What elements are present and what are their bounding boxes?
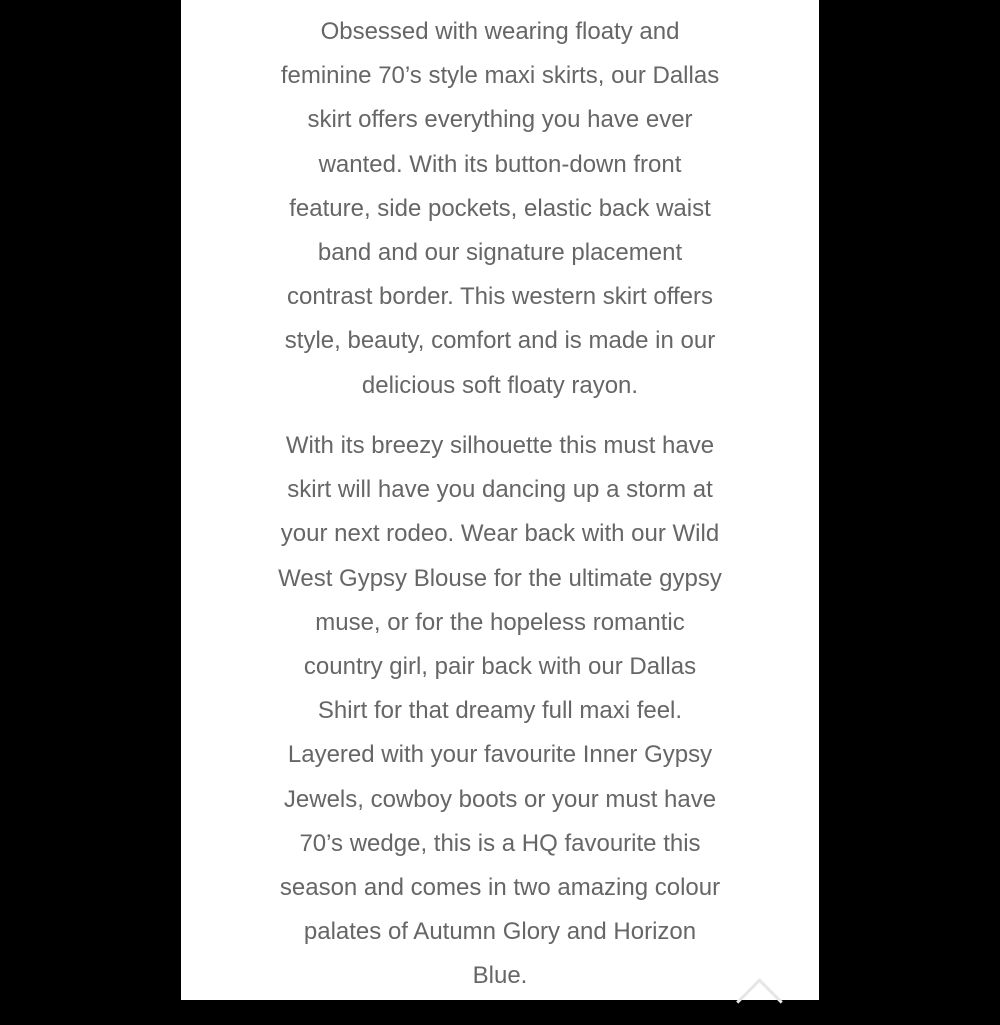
- description-line: Shirt for that dreamy full maxi feel.: [317, 697, 683, 725]
- description-line: muse, or for the hopeless romantic: [315, 608, 685, 636]
- description-paragraph-1: [181, 10, 819, 408]
- description-line: 70’s wedge, this is a HQ favourite this: [299, 829, 701, 857]
- description-line: feature, side pockets, elastic back waist: [289, 194, 711, 222]
- description-line: style, beauty, comfort and is made in our: [284, 327, 716, 355]
- description-line: skirt will have you dancing up a storm at: [287, 476, 713, 504]
- description-line: wanted. With its button-down front: [318, 150, 682, 178]
- description-line: contrast border. This western skirt offers: [287, 283, 713, 311]
- description-line: Layered with your favourite Inner Gypsy: [287, 741, 713, 769]
- product-description-panel: [181, 0, 819, 1000]
- description-line: band and our signature placement: [317, 239, 683, 267]
- description-line: With its breezy silhouette this must have: [285, 432, 715, 459]
- description-line: Jewels, cowboy boots or your must have: [283, 785, 717, 813]
- description-line: season and comes in two amazing colour: [279, 874, 721, 902]
- description-line: feminine 70’s style maxi skirts, our Dallas: [280, 62, 720, 90]
- description-line: West Gypsy Blouse for the ultimate gypsy: [278, 564, 722, 592]
- description-line: country girl, pair back with our Dallas: [303, 653, 697, 681]
- description-line: palates of Autumn Glory and Horizon: [303, 918, 697, 946]
- description-line: Obsessed with wearing floaty and: [320, 18, 680, 45]
- description-line: delicious soft floaty rayon.: [361, 371, 639, 399]
- description-line: Blue.: [472, 962, 528, 990]
- description-line: your next rodeo. Wear back with our Wild: [280, 520, 720, 548]
- description-line: skirt offers everything you have ever: [307, 106, 693, 134]
- description-paragraph-2: [181, 424, 819, 999]
